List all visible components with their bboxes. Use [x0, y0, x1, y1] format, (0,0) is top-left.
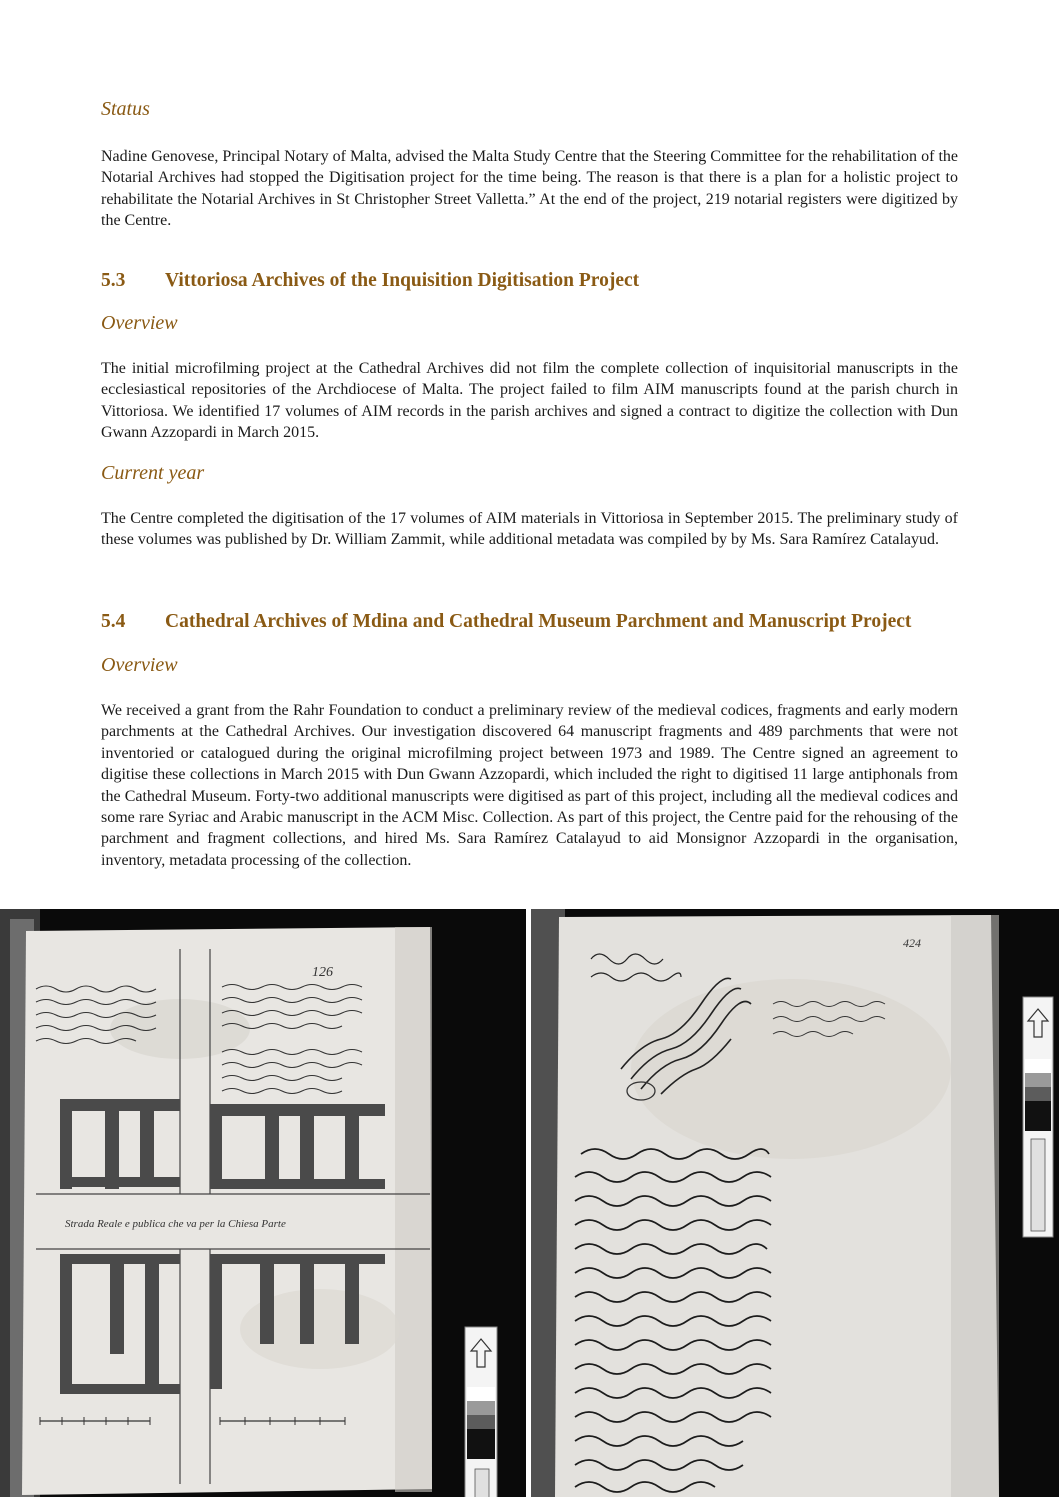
section-5-4-overview-heading: Overview: [101, 654, 178, 676]
calibration-card-right: [1023, 997, 1053, 1237]
status-heading: Status: [101, 98, 150, 120]
status-paragraph: Nadine Genovese, Principal Notary of Malta, advised the Malta Study Centre that the Steering Committee for the rehabilitation of the Notarial Archives had stopped the Digitisation project for the time being. The reason is that there is a plan for a holistic project to rehabilitate the Notarial Archives in St Christopher Street Valletta.” At the end of the project, 219 notarial registers were digitized by the Centre.: [101, 148, 958, 230]
section-5-4-title: Cathedral Archives of Mdina and Cathedral Museum Parchment and Manuscript Project: [165, 611, 912, 632]
arabic-manuscript-photo: [531, 909, 1059, 1497]
section-5-4-number: 5.4: [101, 611, 126, 632]
section-5-3-current-year-heading: Current year: [101, 462, 205, 484]
section-5-3-heading: [101, 270, 639, 292]
section-5-3-current-year-paragraph: The Centre completed the digitisation of the 17 volumes of AIM materials in Vittoriosa in September 2015. The preliminary study of these volumes was published by Dr. William Zammit, while additional metadata was compiled by by Ms. Sara Ramírez Catalayud.: [101, 510, 958, 549]
section-5-4-overview-paragraph: We received a grant from the Rahr Foundation to conduct a preliminary review of the medieval codices, fragments and early modern parchments at the Cathedral Archives. Our investigation discovered 64 manuscript fragments and 489 parchments that were not inventoried or catalogued during the original microfilming project between 1973 and 1989. The Centre signed an agreement to digitise these collections in March 2015 with Dun Gwann Azzopardi, which included the right to digitised 11 large antiphonals from the Cathedral Museum. Forty-two additional manuscripts were digitised as part of this project, including all the medieval codices and some rare Syriac and Arabic manuscript in the ACM Misc. Collection. As part of this project, the Centre paid for the rehousing of the parchment and fragment collections, and hired Ms. Sara Ramírez Catalayud to aid Monsignor Azzopardi in the organisation, inventory, metadata processing of the collection.: [101, 702, 958, 869]
section-5-4-heading: [101, 611, 911, 633]
section-5-3-overview-paragraph: The initial microfilming project at the Cathedral Archives did not film the complete collection of inquisitorial manuscripts in the ecclesiastical repositories of the Archdiocese of Malta. The project failed to film AIM manuscripts found at the parish church in Vittoriosa. We identified 17 volumes of AIM records in the parish archives and signed a contract to digitize the collection with Dun Gwann Azzopardi in March 2015.: [101, 360, 958, 442]
section-5-3-overview-heading: Overview: [101, 312, 178, 334]
street-label: Strada Reale e publica che va per la Chiesa Parte: [65, 1218, 286, 1230]
calibration-card-left: [465, 1327, 497, 1497]
section-5-3-number: 5.3: [101, 270, 126, 291]
section-5-3-title: Vittoriosa Archives of the Inquisition Digitisation Project: [165, 270, 640, 291]
floor-plan-manuscript-photo: [0, 909, 526, 1497]
right-page-number: 424: [903, 936, 921, 950]
left-page-number: 126: [312, 965, 333, 980]
